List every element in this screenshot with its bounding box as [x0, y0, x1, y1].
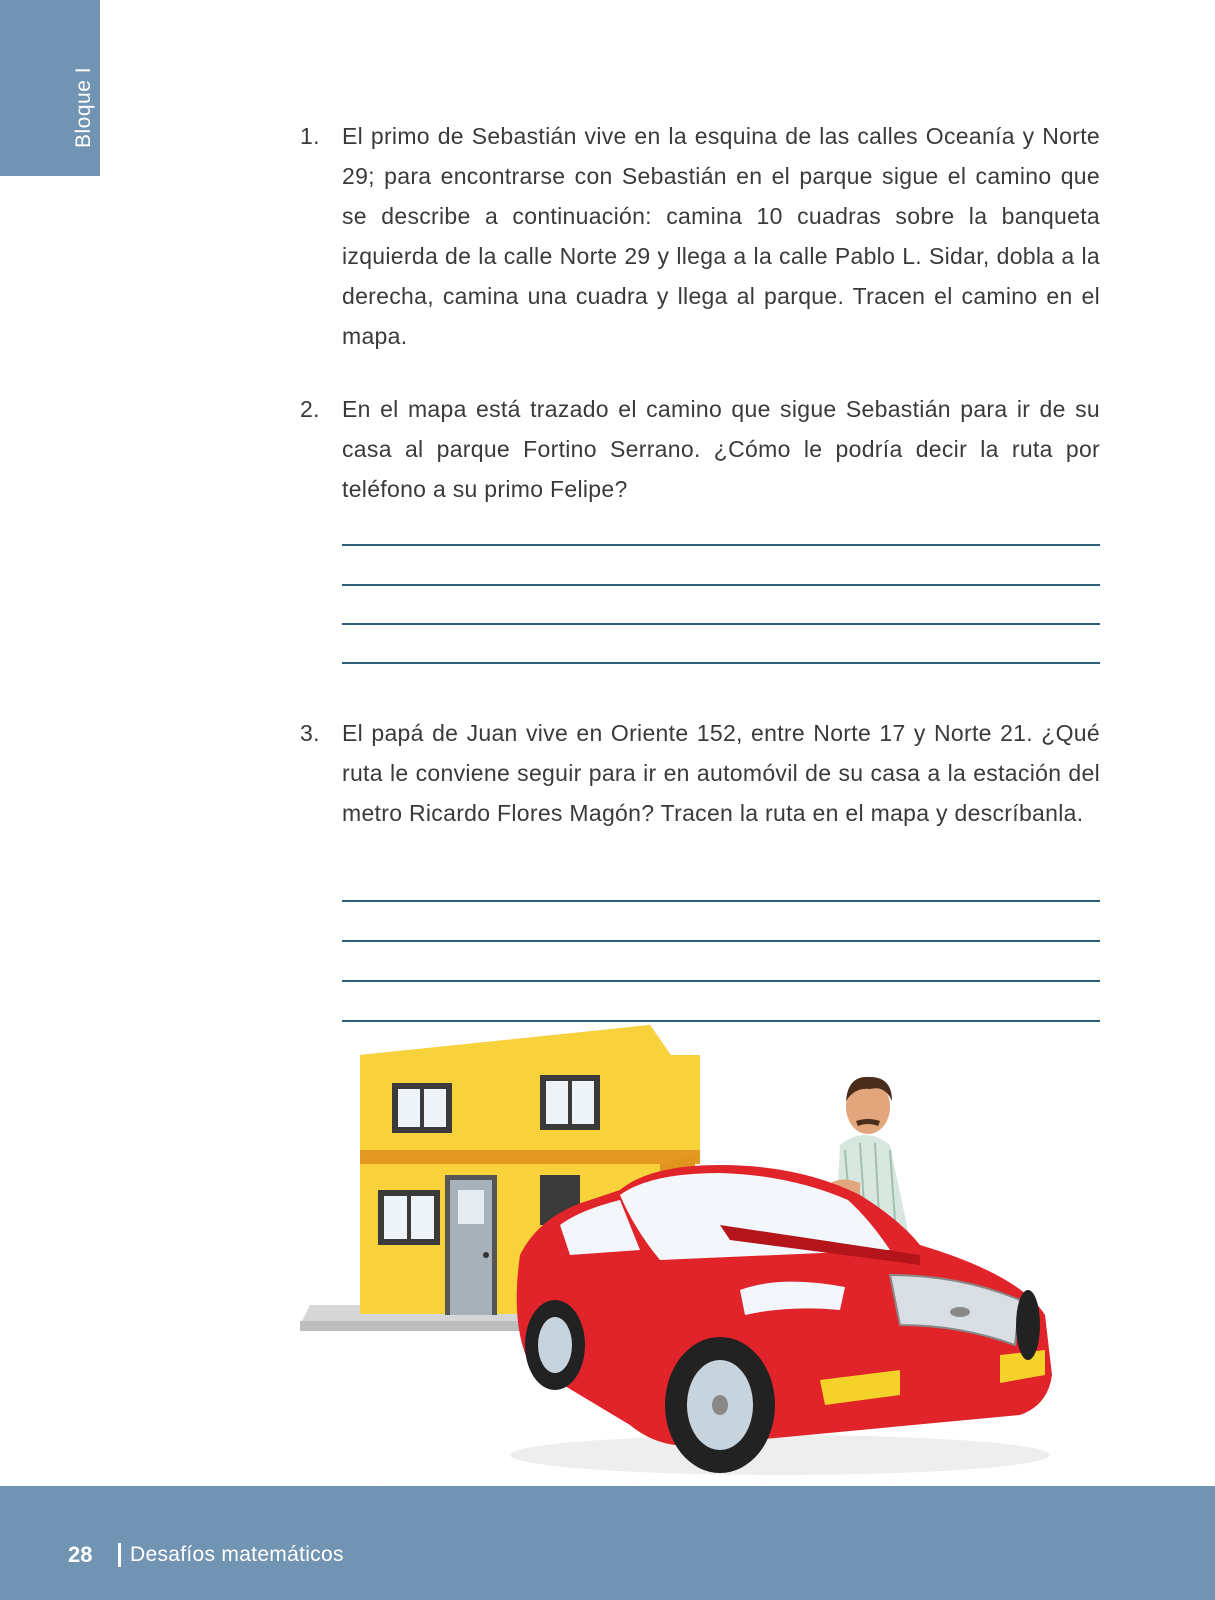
- answer-line[interactable]: [342, 623, 1100, 625]
- answer-line[interactable]: [342, 584, 1100, 586]
- page-footer: [0, 1482, 1215, 1600]
- question-3: [300, 713, 1100, 833]
- question-text: En el mapa está trazado el camino que sigue Sebastián para ir de su casa al parque Fortino Serrano. ¿Cómo le podría decir la ruta por teléfono a su primo Felipe?: [342, 396, 1100, 502]
- question-number: 3.: [300, 720, 320, 746]
- answer-line[interactable]: [342, 662, 1100, 664]
- answer-line[interactable]: [342, 1020, 1100, 1022]
- question-2: [300, 389, 1100, 509]
- page-number: 28: [68, 1542, 93, 1567]
- book-title: Desafíos matemáticos: [130, 1543, 344, 1566]
- footer-separator: [118, 1543, 121, 1567]
- side-tab: [0, 0, 100, 176]
- zigzag-edge: [0, 164, 100, 178]
- answer-line[interactable]: [342, 900, 1100, 902]
- question-text: El primo de Sebastián vive en la esquina de las calles Oceanía y Norte 29; para encontrarse con Sebastián en el parque sigue el camino que se describe a continuación: camina 10 cuadras sobre la banqueta izquierda de la calle Norte 29 y llega a la calle Pablo L. Sidar, dobla a la derecha, camina una cuadra y llega al parque. Tracen el camino en el mapa.: [342, 123, 1100, 349]
- answer-line[interactable]: [342, 544, 1100, 546]
- question-1: [300, 116, 1100, 356]
- house-car-illustration: [300, 1025, 1100, 1490]
- question-number: 1.: [300, 123, 320, 149]
- side-tab-label: Bloque I: [72, 66, 95, 148]
- car-icon: [510, 1165, 1052, 1475]
- answer-line[interactable]: [342, 940, 1100, 942]
- zigzag-edge: [0, 1482, 1215, 1496]
- question-text: El papá de Juan vive en Oriente 152, entre Norte 17 y Norte 21. ¿Qué ruta le conviene seguir para ir en automóvil de su casa a la estación del metro Ricardo Flores Magón? Tracen la ruta en el mapa y descríbanla.: [342, 720, 1100, 826]
- question-number: 2.: [300, 396, 320, 422]
- answer-line[interactable]: [342, 980, 1100, 982]
